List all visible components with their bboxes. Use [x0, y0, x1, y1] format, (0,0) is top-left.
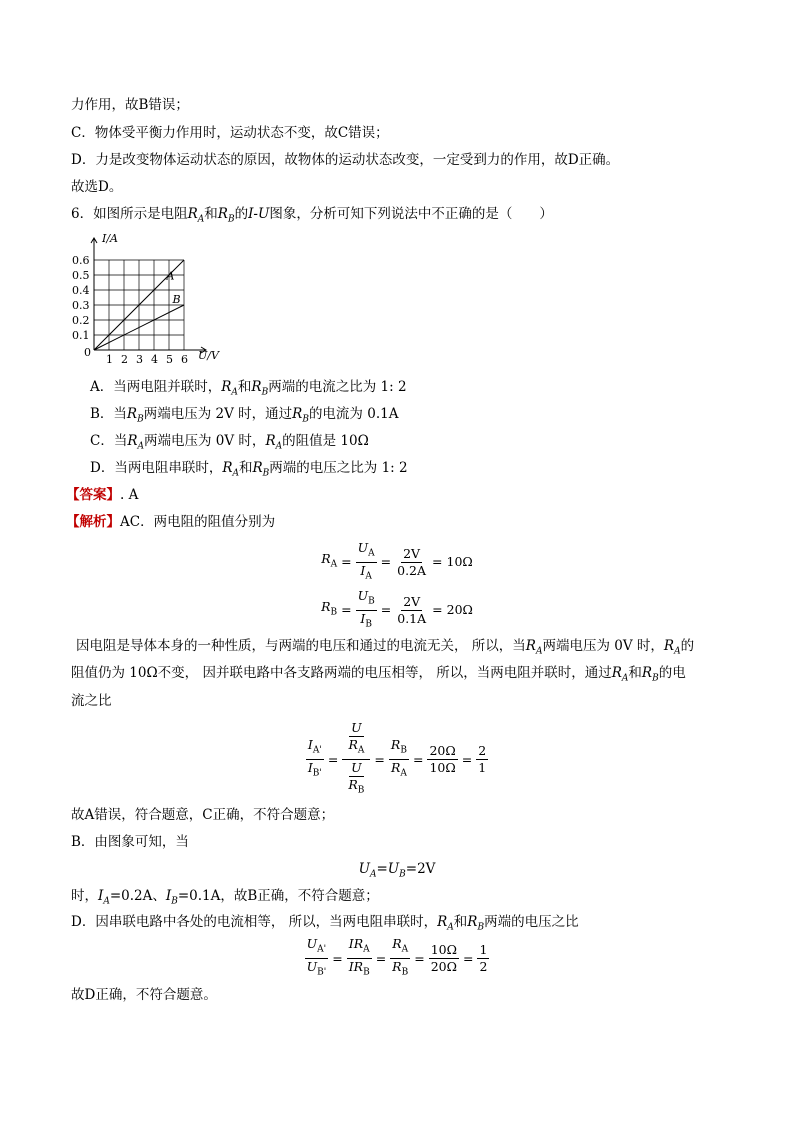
analysis-paragraph: 因电阻是导体本身的一种性质，与两端的电压和通过的电流无关， 所以，当$R_A$两端电压为 0V 时，$R_A$的	[76, 638, 695, 657]
x-tick-label: 2	[121, 353, 128, 366]
equation-current-ratio: $\frac{I_{A'}}{I_{B'}}$ = $\frac{\frac{U}{R_A}}{\frac{U}{R_B}}$ = $\frac{R_B}{R_A}$ = $\frac{20\Omega}{10\Omega}$ = $\frac{2}{1}$	[307, 720, 487, 795]
x-tick-label: 4	[151, 353, 158, 366]
analysis-d-line: D．因串联电路中各处的电流相等， 所以，当两电阻串联时，$R_A$和$R_B$两端的电压之比	[71, 914, 579, 933]
option-d[interactable]: D．当两电阻串联时，$R_A$和$R_B$两端的电压之比为 1: 2	[90, 460, 408, 479]
origin-label: 0	[84, 346, 91, 359]
analysis-conclusion: 故A错误，符合题意，C正确，不符合题意；	[71, 807, 335, 823]
x-axis-label: U/V	[198, 349, 219, 362]
line-a-label: A	[166, 269, 175, 283]
y-axis	[91, 238, 97, 350]
y-tick-label: 0.1	[72, 329, 90, 342]
analysis-intro: 【解析】AC．两电阻的阻值分别为	[66, 514, 276, 530]
text-line: 力作用，故B错误；	[71, 97, 189, 113]
text-line: 故选D。	[71, 179, 123, 195]
y-tick-label: 0.4	[72, 284, 90, 297]
analysis-b-intro: B．由图象可知，当	[71, 834, 189, 850]
analysis-label: 【解析】	[66, 514, 120, 530]
equation-rb: $R_B$ = $\frac{U_B}{I_B}$ = $\frac{2V}{0.1A}$ = 20Ω	[321, 588, 473, 629]
y-tick-label: 0.6	[72, 254, 90, 267]
iu-graph	[68, 228, 228, 368]
analysis-paragraph: 流之比	[71, 693, 112, 709]
answer-label: 【答案】	[66, 487, 120, 503]
x-tick-label: 6	[181, 353, 188, 366]
answer-value: . A	[120, 487, 139, 503]
analysis-conclusion: 故D正确，不符合题意。	[71, 987, 217, 1003]
x-tick-label: 3	[136, 353, 143, 366]
y-tick-label: 0.3	[72, 299, 90, 312]
answer-line	[66, 486, 138, 504]
analysis-paragraph: 阻值仍为 10Ω不变， 因并联电路中各支路两端的电压相等， 所以，当两电阻并联时，通过$R_A$和$R_B$的电	[71, 665, 686, 684]
line-b-label: B	[172, 293, 181, 306]
x-tick-label: 1	[106, 353, 113, 366]
option-b[interactable]: B．当$R_B$两端电压为 2V 时，通过$R_B$的电流为 0.1A	[90, 406, 399, 425]
x-tick-label: 5	[166, 353, 173, 366]
option-a[interactable]: A．当两电阻并联时，$R_A$和$R_B$两端的电流之比为 1: 2	[90, 379, 407, 398]
option-c[interactable]: C．当$R_A$两端电压为 0V 时，$R_A$的阻值是 10Ω	[90, 433, 369, 452]
equation-b: $U_A=U_B=2V$	[358, 861, 436, 880]
equation-voltage-ratio: $\frac{U_{A'}}{U_{B'}}$ = $\frac{IR_A}{IR_B}$ = $\frac{R_A}{R_B}$ = $\frac{10\Omega}{20\Omega}$ = $\frac{1}{2}$	[306, 936, 488, 977]
equation-ra: $R_A$ = $\frac{U_A}{I_A}$ = $\frac{2V}{0.2A}$ = 10Ω	[321, 540, 473, 581]
question-stem: 6．如图所示是电阻$R_A$和$R_B$的I-U图象，分析可知下列说法中不正确的是（ ）	[71, 206, 553, 225]
analysis-b-line: 时，$I_A=0.2A$、$I_B=0.1A$，故B正确，不符合题意；	[71, 888, 379, 907]
y-tick-label: 0.5	[72, 269, 90, 282]
text-line: C．物体受平衡力作用时，运动状态不变，故C错误；	[71, 125, 389, 141]
y-axis-label: I/A	[102, 232, 118, 245]
text-line: D．力是改变物体运动状态的原因，故物体的运动状态改变，一定受到力的作用，故D正确。	[71, 152, 620, 168]
y-tick-label: 0.2	[72, 314, 90, 327]
